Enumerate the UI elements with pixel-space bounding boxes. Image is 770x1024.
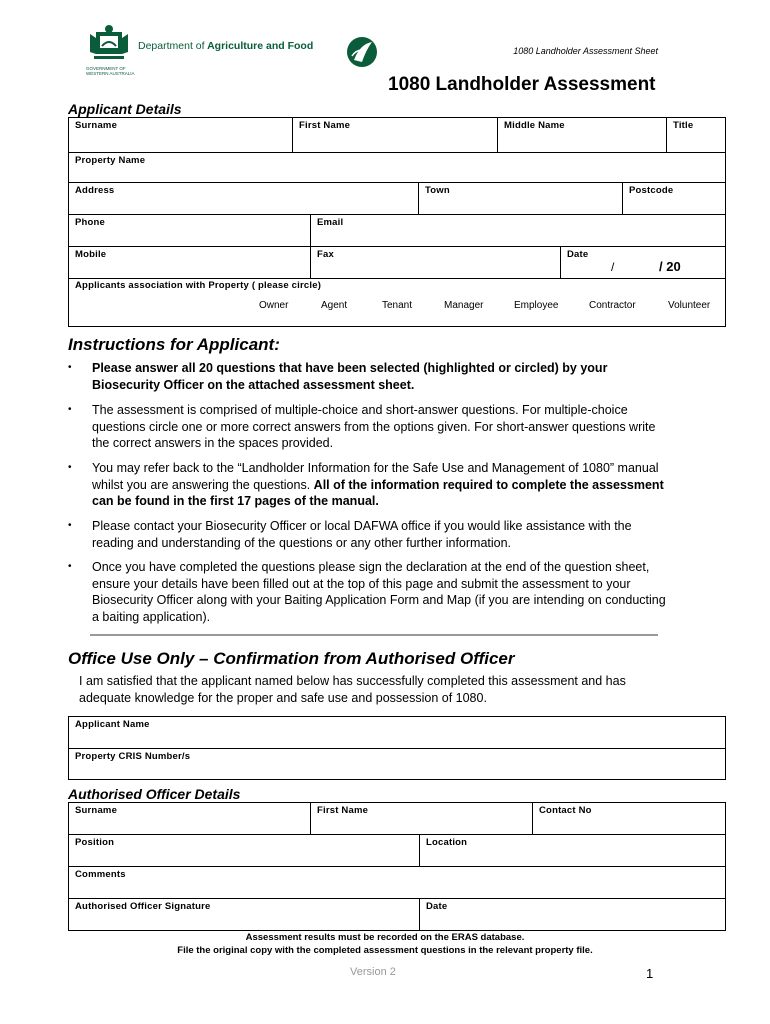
option-agent[interactable]: Agent (321, 300, 348, 311)
town-field[interactable]: Town (419, 183, 623, 215)
email-field[interactable]: Email (311, 215, 725, 247)
government-crest-logo (86, 24, 132, 64)
department-name: Department of Agriculture and Food (138, 40, 314, 52)
option-contractor[interactable]: Contractor (589, 300, 636, 311)
footer-line-2: File the original copy with the completed assessment questions in the relevant property file. (177, 945, 593, 956)
middle-name-field[interactable]: Middle Name (498, 118, 667, 153)
applicant-details-heading: Applicant Details (68, 101, 182, 117)
sheet-label: 1080 Landholder Assessment Sheet (513, 46, 658, 56)
government-line: GOVERNMENT OF WESTERN AUSTRALIA (86, 66, 135, 76)
first-name-field[interactable]: First Name (293, 118, 498, 153)
contact-no-field[interactable]: Contact No (533, 803, 725, 835)
office-use-heading: Office Use Only – Confirmation from Authorised Officer (68, 649, 515, 668)
property-name-field[interactable]: Property Name (69, 153, 725, 183)
applicant-name-field[interactable]: Applicant Name (69, 717, 725, 749)
leaf-emblem-icon (346, 36, 378, 68)
surname-field[interactable]: Surname (69, 118, 293, 153)
address-field[interactable]: Address (69, 183, 419, 215)
officer-signature-field[interactable]: Authorised Officer Signature (69, 899, 420, 930)
location-field[interactable]: Location (420, 835, 725, 867)
option-employee[interactable]: Employee (514, 300, 559, 311)
option-owner[interactable]: Owner (259, 300, 289, 311)
property-cris-field[interactable]: Property CRIS Number/s (75, 751, 191, 762)
instructions-heading: Instructions for Applicant: (68, 335, 280, 354)
date-slash-1: / (611, 260, 615, 274)
footer-line-1: Assessment results must be recorded on the ERAS database. (245, 932, 525, 943)
comments-field[interactable]: Comments (69, 867, 725, 899)
officer-date-field[interactable]: Date (426, 901, 448, 912)
applicant-details-form (68, 117, 726, 327)
option-manager[interactable]: Manager (444, 300, 484, 311)
officer-details-heading: Authorised Officer Details (68, 786, 241, 802)
option-volunteer[interactable]: Volunteer (668, 300, 711, 311)
position-field[interactable]: Position (69, 835, 420, 867)
officer-first-name-field[interactable]: First Name (311, 803, 533, 835)
page-title: 1080 Landholder Assessment (388, 74, 656, 95)
postcode-field[interactable]: Postcode (623, 183, 725, 215)
title-field[interactable]: Title (667, 118, 725, 153)
association-label: Applicants association with Property ( please circle) (75, 280, 322, 291)
fax-field[interactable]: Fax (311, 247, 561, 279)
date-slash-2: / 20 (659, 259, 681, 274)
office-statement: I am satisfied that the applicant named below has successfully completed this assessment and has adequate knowledge for the proper and safe use and possession of 1080. (79, 674, 626, 705)
divider (90, 634, 658, 637)
officer-details-form (68, 802, 726, 931)
version-label: Version 2 (350, 966, 396, 978)
option-tenant[interactable]: Tenant (382, 300, 413, 311)
phone-field[interactable]: Phone (69, 215, 311, 247)
officer-surname-field[interactable]: Surname (69, 803, 311, 835)
office-use-form (68, 716, 726, 780)
date-field[interactable]: Date / / 20 (561, 247, 725, 279)
page-number: 1 (646, 966, 654, 981)
mobile-field[interactable]: Mobile (69, 247, 311, 279)
